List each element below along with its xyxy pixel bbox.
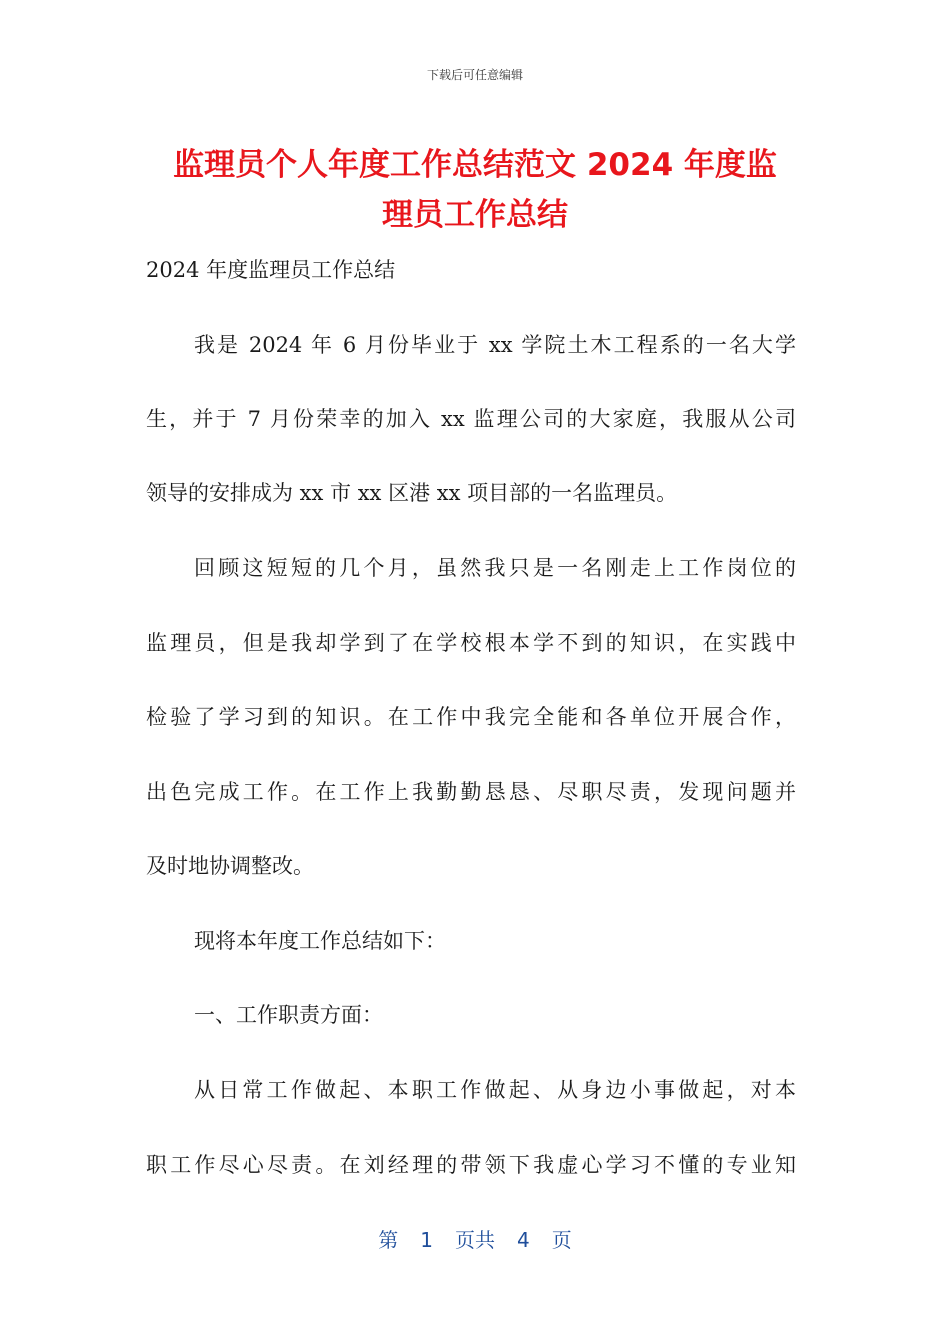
section-heading: 一、工作职责方面： xyxy=(194,1003,383,1027)
document-title xyxy=(130,140,820,240)
body-line: 及时地协调整改。 xyxy=(146,854,314,878)
footer-suffix: 页 xyxy=(551,1228,572,1252)
footer-middle: 页共 xyxy=(455,1228,495,1252)
body-line: 检验了学习到的知识。在工作中我完全能和各单位开展合作， xyxy=(146,705,796,729)
body-line: 领导的安排成为 xx 市 xx 区港 xx 项目部的一名监理员。 xyxy=(146,481,678,505)
body-line: 从日常工作做起、本职工作做起、从身边小事做起，对本 xyxy=(194,1078,796,1102)
footer-prefix: 第 xyxy=(378,1228,399,1252)
page-header-note: 下载后可任意编辑 xyxy=(426,68,523,82)
document-title-line-2: 理员工作总结 xyxy=(382,197,568,233)
document-title-line-1: 监理员个人年度工作总结范文 2024 年度监 xyxy=(173,147,777,183)
body-line: 职工作尽心尽责。在刘经理的带领下我虚心学习不懂的专业知 xyxy=(146,1153,796,1177)
page-footer xyxy=(0,1224,950,1253)
body-line: 回顾这短短的几个月，虽然我只是一名刚走上工作岗位的 xyxy=(194,556,796,580)
body-line: 出色完成工作。在工作上我勤勤恳恳、尽职尽责，发现问题并 xyxy=(146,780,796,804)
footer-current-page: 1 xyxy=(420,1228,433,1252)
body-line: 现将本年度工作总结如下： xyxy=(194,929,446,953)
body-line: 监理员，但是我却学到了在学校根本学不到的知识，在实践中 xyxy=(146,631,796,655)
body-line: 我是 2024 年 6 月份毕业于 xx 学院土木工程系的一名大学 xyxy=(194,333,796,357)
body-line: 生，并于 7 月份荣幸的加入 xx 监理公司的大家庭，我服从公司 xyxy=(146,407,796,431)
document-subtitle: 2024 年度监理员工作总结 xyxy=(146,258,396,282)
footer-total-pages: 4 xyxy=(517,1228,530,1252)
